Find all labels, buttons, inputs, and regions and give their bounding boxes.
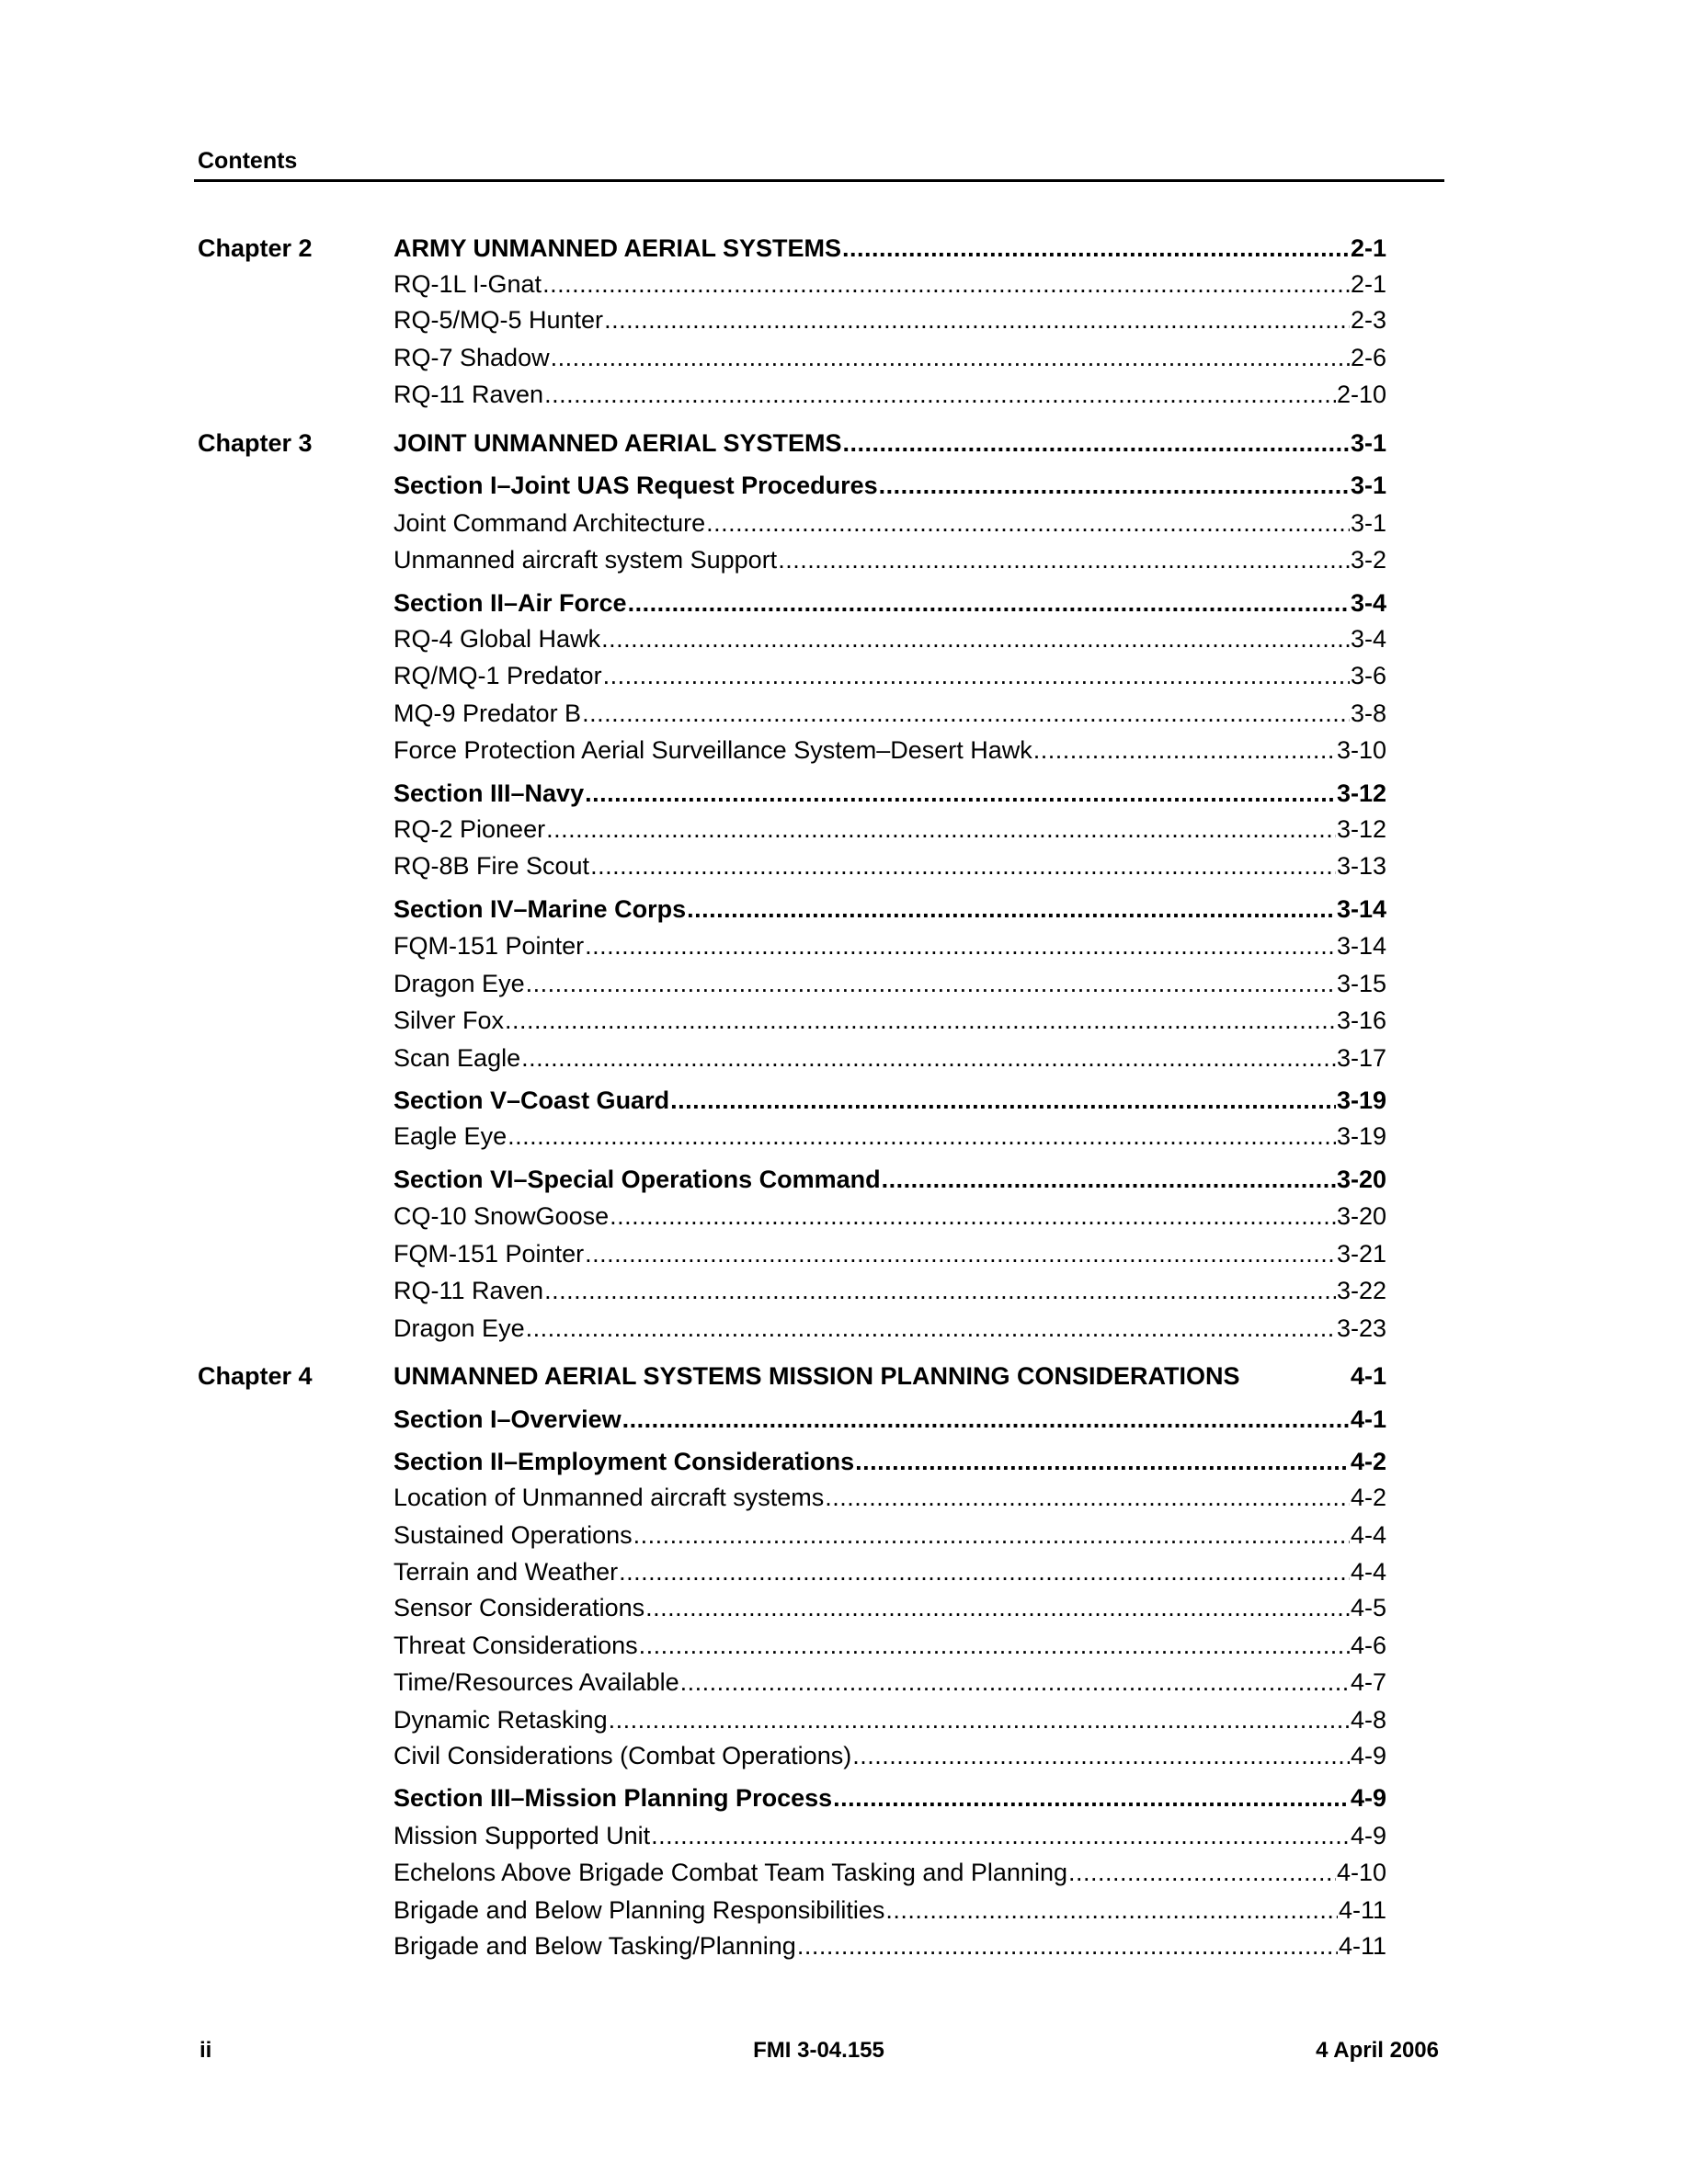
- toc-item-row: [0, 267, 1688, 301]
- toc-entry-link[interactable]: [393, 813, 1386, 846]
- toc-page-number: 3-10: [1336, 736, 1386, 764]
- toc-entry-link[interactable]: [393, 849, 1386, 882]
- toc-page-number: 3-12: [1336, 814, 1386, 843]
- toc-section-row: [0, 777, 1688, 810]
- toc-page-number: 3-4: [1350, 624, 1386, 653]
- toc-item-row: [0, 1703, 1688, 1736]
- toc-entry-link[interactable]: [393, 697, 1386, 730]
- dot-leader: [680, 1666, 1350, 1699]
- dot-leader: [542, 267, 1350, 301]
- toc-page-number: 2-10: [1336, 381, 1386, 408]
- dot-leader: [622, 1403, 1350, 1436]
- toc-entry-link[interactable]: [393, 1929, 1386, 1962]
- dot-leader: [628, 586, 1350, 620]
- toc-entry-link[interactable]: [393, 622, 1386, 655]
- dot-leader: [645, 1591, 1350, 1624]
- toc-entry-title: Dragon Eye: [393, 969, 525, 997]
- toc-item-row: [0, 1629, 1688, 1662]
- toc-entry-link[interactable]: [393, 1274, 1386, 1307]
- toc-entry-link[interactable]: [393, 1163, 1386, 1196]
- toc-page-number: 2-1: [1350, 234, 1386, 262]
- dot-leader: [852, 1739, 1350, 1772]
- toc-item-row: [0, 543, 1688, 576]
- toc-page-number: 3-16: [1336, 1007, 1386, 1034]
- toc-page-number: 3-14: [1336, 894, 1386, 923]
- toc-page-number: 4-2: [1350, 1448, 1386, 1475]
- toc-entry-title: Section III–Mission Planning Process: [393, 1784, 833, 1812]
- toc-entry-link[interactable]: [393, 586, 1386, 620]
- toc-entry-link[interactable]: [393, 1403, 1386, 1436]
- dot-leader: [505, 1004, 1336, 1037]
- footer-page-number: ii: [200, 2038, 212, 2063]
- dot-leader: [843, 427, 1350, 460]
- toc-item-row: [0, 506, 1688, 540]
- dot-leader: [687, 893, 1336, 926]
- toc-entry-link[interactable]: [393, 1739, 1386, 1772]
- toc-entry-title: Sustained Operations: [393, 1520, 633, 1549]
- toc-item-row: [0, 341, 1688, 374]
- toc-section-row: [0, 1163, 1688, 1196]
- toc-entry-title: MQ-9 Predator B: [393, 699, 582, 727]
- toc-item-row: [0, 1237, 1688, 1270]
- toc-entry-link[interactable]: [393, 1359, 1386, 1393]
- toc-entry-title: Scan Eagle: [393, 1043, 521, 1072]
- dot-leader: [879, 469, 1350, 502]
- dot-leader: [590, 849, 1336, 882]
- toc-page-number: 3-14: [1336, 932, 1386, 960]
- dot-leader: [885, 1894, 1338, 1927]
- toc-item-row: [0, 1519, 1688, 1552]
- toc-item-row: [0, 659, 1688, 692]
- toc-entry-link[interactable]: [393, 1481, 1386, 1514]
- toc-entry-title: Threat Considerations: [393, 1631, 638, 1659]
- dot-leader: [610, 1200, 1336, 1233]
- toc-entry-title: RQ-11 Raven: [393, 381, 544, 408]
- toc-entry-link[interactable]: [393, 734, 1386, 767]
- dot-leader: [706, 506, 1350, 540]
- toc-entry-link[interactable]: [393, 1041, 1386, 1075]
- toc-item-row: [0, 929, 1688, 962]
- toc-page-number: 3-8: [1350, 699, 1386, 727]
- toc-section-row: [0, 893, 1688, 926]
- toc-entry-title: UNMANNED AERIAL SYSTEMS MISSION PLANNING CONSIDERATIONS: [393, 1362, 1240, 1390]
- toc-page-number: 4-7: [1350, 1668, 1386, 1696]
- toc-entry-title: RQ-4 Global Hawk: [393, 624, 601, 653]
- toc-entry-link[interactable]: [393, 1894, 1386, 1927]
- toc-entry-link[interactable]: [393, 1629, 1386, 1662]
- toc-entry-title: Civil Considerations (Combat Operations): [393, 1741, 852, 1769]
- toc-entry-title: Dragon Eye: [393, 1314, 525, 1342]
- toc-page-number: 3-13: [1336, 852, 1386, 880]
- toc-entry-title: Section II–Employment Considerations: [393, 1448, 855, 1475]
- toc-entry-link[interactable]: [393, 303, 1386, 336]
- toc-entry-title: Mission Supported Unit: [393, 1821, 651, 1849]
- toc-entry-title: RQ-8B Fire Scout: [393, 852, 590, 880]
- dot-leader: [551, 341, 1350, 374]
- dot-leader: [651, 1819, 1350, 1852]
- toc-page-number: 4-9: [1350, 1821, 1386, 1849]
- dot-leader: [508, 1120, 1336, 1153]
- toc-entry-title: Brigade and Below Planning Responsibilities: [393, 1895, 885, 1924]
- dot-leader: [842, 232, 1350, 265]
- toc-entry-link[interactable]: [393, 543, 1386, 576]
- toc-entry-link[interactable]: [393, 506, 1386, 540]
- toc-page-number: 4-8: [1350, 1705, 1386, 1734]
- toc-item-row: [0, 1591, 1688, 1624]
- toc-page-number: 3-15: [1336, 969, 1386, 997]
- toc-page-number: 4-11: [1338, 1895, 1386, 1924]
- toc-entry-title: Section I–Overview: [393, 1405, 622, 1433]
- toc-item-row: [0, 1200, 1688, 1233]
- toc-entry-link[interactable]: [393, 1555, 1386, 1588]
- toc-entry-link[interactable]: [393, 967, 1386, 1000]
- dot-leader: [882, 1163, 1336, 1196]
- toc-item-row: [0, 813, 1688, 846]
- toc-page-number: 4-6: [1350, 1631, 1386, 1659]
- toc-entry-title: Echelons Above Brigade Combat Team Tasking and Planning: [393, 1859, 1067, 1886]
- toc-entry-link[interactable]: [393, 1591, 1386, 1624]
- dot-leader: [609, 1703, 1350, 1736]
- toc-entry-title: Time/Resources Available: [393, 1668, 679, 1696]
- footer-publication: FMI 3-04.155: [753, 2038, 884, 2063]
- toc-entry-title: Section V–Coast Guard: [393, 1086, 670, 1114]
- toc-page-number: 3-2: [1350, 546, 1386, 574]
- toc-page-number: 3-23: [1336, 1314, 1386, 1342]
- toc-page-number: 2-6: [1350, 343, 1386, 371]
- toc-entry-link[interactable]: [393, 341, 1386, 374]
- toc-entry-title: JOINT UNMANNED AERIAL SYSTEMS: [393, 428, 842, 457]
- toc-page-number: 4-5: [1350, 1594, 1386, 1621]
- toc-entry-link[interactable]: [393, 232, 1386, 265]
- toc-page-number: 4-4: [1350, 1558, 1386, 1586]
- dot-leader: [639, 1629, 1350, 1662]
- dot-leader: [526, 1312, 1336, 1345]
- toc-page-number: 3-1: [1350, 428, 1386, 457]
- toc-entry-title: ARMY UNMANNED AERIAL SYSTEMS: [393, 234, 842, 262]
- dot-leader: [544, 1274, 1336, 1307]
- toc-entry-title: Section I–Joint UAS Request Procedures: [393, 472, 878, 499]
- dot-leader: [544, 378, 1336, 411]
- toc-entry-link[interactable]: [393, 1519, 1386, 1552]
- dot-leader: [582, 697, 1350, 730]
- dot-leader: [833, 1781, 1350, 1814]
- toc-entry-link[interactable]: [393, 1819, 1386, 1852]
- dot-leader: [603, 659, 1350, 692]
- toc-item-row: [0, 303, 1688, 336]
- toc-item-row: [0, 1120, 1688, 1153]
- toc-page-number: 3-20: [1336, 1202, 1386, 1230]
- toc-item-row: [0, 1856, 1688, 1889]
- dot-leader: [855, 1445, 1350, 1478]
- toc-entry-link[interactable]: [393, 1856, 1386, 1889]
- toc-entry-title: RQ-11 Raven: [393, 1277, 544, 1304]
- dot-leader: [585, 777, 1336, 810]
- dot-leader: [526, 967, 1336, 1000]
- toc-item-row: [0, 1819, 1688, 1852]
- toc-item-row: [0, 849, 1688, 882]
- toc-item-row: [0, 1312, 1688, 1345]
- toc-entry-link[interactable]: [393, 267, 1386, 301]
- toc-page-number: 4-2: [1350, 1484, 1386, 1511]
- toc-page-number: 4-1: [1350, 1405, 1386, 1433]
- toc-page-number: 3-1: [1350, 472, 1386, 499]
- toc-entry-title: Section IV–Marine Corps: [393, 894, 687, 923]
- toc-item-row: [0, 1739, 1688, 1772]
- toc-page-number: 3-19: [1336, 1086, 1386, 1114]
- toc-entry-title: Unmanned aircraft system Support: [393, 546, 778, 574]
- toc-entry-title: Sensor Considerations: [393, 1594, 645, 1621]
- toc-entry-link[interactable]: [393, 1781, 1386, 1814]
- toc-item-row: [0, 967, 1688, 1000]
- toc-page-number: 3-17: [1336, 1043, 1386, 1072]
- toc-page-number: 3-19: [1336, 1122, 1386, 1150]
- toc-entry-link[interactable]: [393, 1004, 1386, 1037]
- toc-entry-title: Silver Fox: [393, 1007, 505, 1034]
- dot-leader: [619, 1555, 1350, 1588]
- toc-item-row: [0, 1041, 1688, 1075]
- toc-item-row: [0, 622, 1688, 655]
- toc-entry-link[interactable]: [393, 893, 1386, 926]
- toc-section-row: [0, 1403, 1688, 1436]
- toc-entry-link[interactable]: [393, 1445, 1386, 1478]
- toc-page-number: 4-9: [1350, 1741, 1386, 1769]
- toc-entry-title: Brigade and Below Tasking/Planning: [393, 1931, 796, 1960]
- toc-section-row: [0, 469, 1688, 502]
- toc-page-number: 2-3: [1350, 306, 1386, 334]
- toc-section-row: [0, 1084, 1688, 1117]
- footer-date: 4 April 2006: [1316, 2038, 1439, 2063]
- toc-entry-title: Section II–Air Force: [393, 588, 627, 617]
- dot-leader: [601, 622, 1350, 655]
- toc-entry-title: FQM-151 Pointer: [393, 932, 585, 960]
- toc-section-row: [0, 1781, 1688, 1814]
- toc-entry-title: Location of Unmanned aircraft systems: [393, 1484, 825, 1511]
- toc-page-number: 2-1: [1350, 270, 1386, 298]
- toc-chapter-row: [0, 1359, 1688, 1393]
- toc-entry-title: Dynamic Retasking: [393, 1705, 608, 1734]
- toc-page-number: 4-4: [1350, 1520, 1386, 1549]
- toc-entry-title: Section VI–Special Operations Command: [393, 1165, 881, 1193]
- dot-leader: [633, 1519, 1350, 1552]
- dot-leader: [797, 1929, 1338, 1962]
- toc-section-row: [0, 1445, 1688, 1478]
- toc-entry-title: RQ-1L I-Gnat: [393, 270, 542, 298]
- dot-leader: [604, 303, 1350, 336]
- chapter-label: Chapter 3: [198, 428, 313, 457]
- toc-page-number: 3-22: [1336, 1277, 1386, 1304]
- toc-item-row: [0, 1004, 1688, 1037]
- chapter-label: Chapter 2: [198, 234, 313, 262]
- toc-page-number: 3-4: [1350, 588, 1386, 617]
- toc-entry-title: RQ-7 Shadow: [393, 343, 550, 371]
- toc-entry-link[interactable]: [393, 378, 1386, 411]
- toc-entry-link[interactable]: [393, 777, 1386, 810]
- toc-page-number: 3-1: [1350, 508, 1386, 537]
- toc-item-row: [0, 1481, 1688, 1514]
- toc-item-row: [0, 1274, 1688, 1307]
- toc-page-number: 4-11: [1338, 1931, 1386, 1960]
- toc-entry-title: FQM-151 Pointer: [393, 1239, 585, 1268]
- toc-entry-title: RQ-2 Pioneer: [393, 814, 546, 843]
- toc-entry-link[interactable]: [393, 1200, 1386, 1233]
- chapter-label: Chapter 4: [198, 1362, 313, 1390]
- toc-entry-link[interactable]: [393, 659, 1386, 692]
- toc-entry-link[interactable]: [393, 1084, 1386, 1117]
- toc-item-row: [0, 734, 1688, 767]
- toc-entry-link[interactable]: [393, 1237, 1386, 1270]
- toc-item-row: [0, 378, 1688, 411]
- toc-entry-title: RQ-5/MQ-5 Hunter: [393, 306, 604, 334]
- dot-leader: [585, 929, 1336, 962]
- toc-page-number: 3-20: [1336, 1165, 1386, 1193]
- toc-page-number: 3-12: [1336, 779, 1386, 807]
- dot-leader: [670, 1084, 1336, 1117]
- toc-section-row: [0, 586, 1688, 620]
- running-head: Contents: [198, 148, 298, 174]
- dot-leader: [521, 1041, 1336, 1075]
- toc-entry-title: RQ/MQ-1 Predator: [393, 662, 602, 689]
- toc-item-row: [0, 1929, 1688, 1962]
- toc-page-number: 4-1: [1350, 1362, 1386, 1390]
- toc-entry-title: Eagle Eye: [393, 1122, 508, 1150]
- toc-entry-link[interactable]: [393, 469, 1386, 502]
- dot-leader: [1068, 1856, 1336, 1889]
- header-rule: [194, 179, 1444, 182]
- toc-item-row: [0, 697, 1688, 730]
- toc-entry-title: Force Protection Aerial Surveillance System–Desert Hawk: [393, 736, 1032, 764]
- toc-page-number: 4-9: [1350, 1784, 1386, 1812]
- dot-leader: [585, 1237, 1336, 1270]
- toc-entry-link[interactable]: [393, 929, 1386, 962]
- toc-item-row: [0, 1894, 1688, 1927]
- toc-entry-link[interactable]: [393, 427, 1386, 460]
- toc-item-row: [0, 1555, 1688, 1588]
- toc-chapter-row: [0, 427, 1688, 460]
- toc-page-number: 3-6: [1350, 662, 1386, 689]
- dot-leader: [778, 543, 1350, 576]
- toc-entry-link[interactable]: [393, 1120, 1386, 1153]
- dot-leader: [1033, 734, 1336, 767]
- toc-entry-title: Joint Command Architecture: [393, 508, 706, 537]
- toc-entry-title: Terrain and Weather: [393, 1558, 619, 1586]
- toc-item-row: [0, 1666, 1688, 1699]
- toc-chapter-row: [0, 232, 1688, 265]
- toc-entry-link[interactable]: [393, 1703, 1386, 1736]
- toc-entry-link[interactable]: [393, 1666, 1386, 1699]
- dot-leader: [825, 1481, 1350, 1514]
- toc-page-number: 3-21: [1336, 1239, 1386, 1268]
- toc-entry-title: CQ-10 SnowGoose: [393, 1202, 610, 1230]
- dot-leader: [546, 813, 1336, 846]
- toc-entry-title: Section III–Navy: [393, 779, 585, 807]
- toc-entry-link[interactable]: [393, 1312, 1386, 1345]
- toc-page-number: 4-10: [1336, 1859, 1386, 1886]
